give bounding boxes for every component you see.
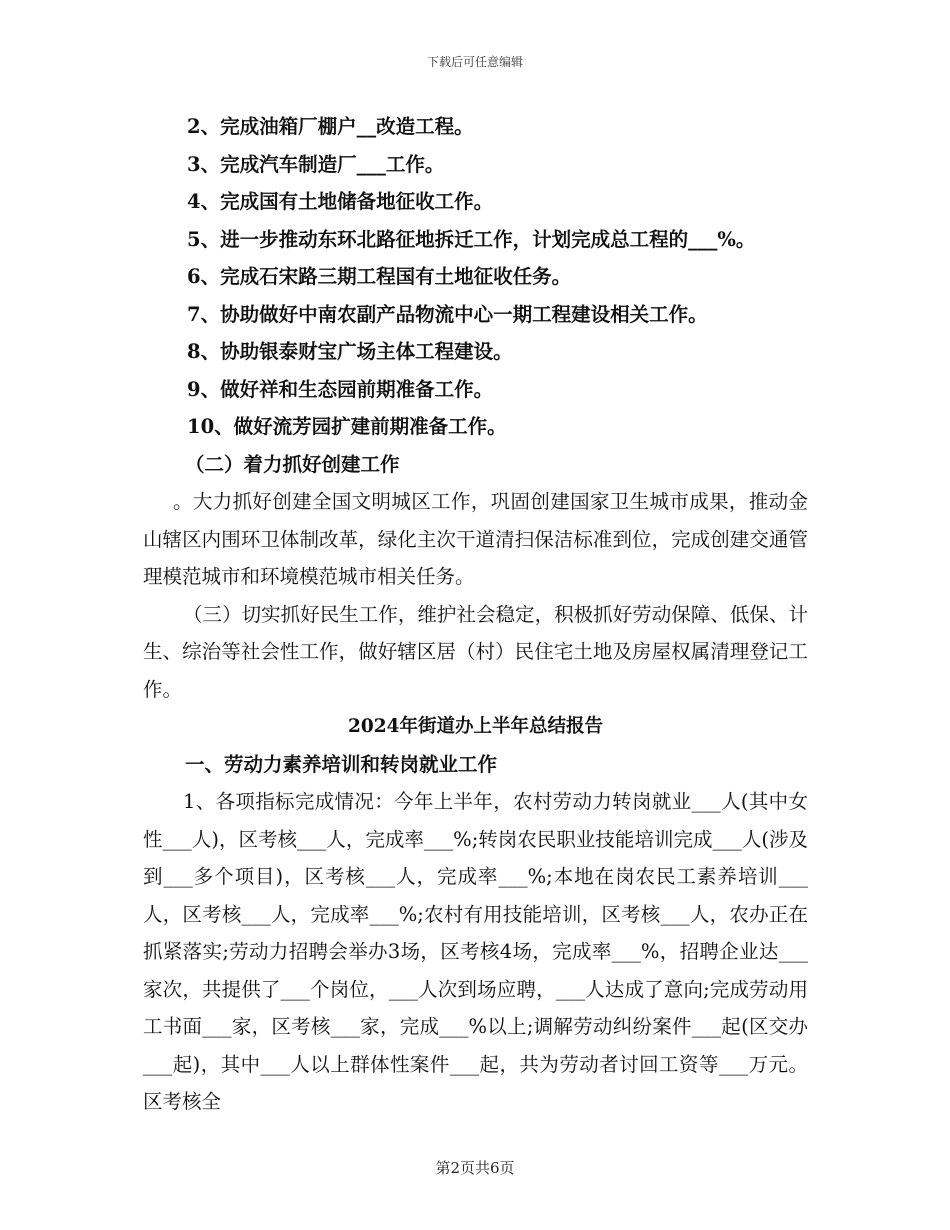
list-item: 10、做好流芳园扩建前期准备工作。 [187,415,507,438]
list-item: 8、协助银泰财宝广场主体工程建设。 [187,340,513,363]
report-paragraph: 1、各项指标完成情况：今年上半年，农村劳动力转岗就业___人(其中女性___人)，区考核___人，完成率___%;转岗农民职业技能培训完成___人(涉及到___多个项目)，区考核___人，完成率___%;本地在岗农民工素养培训___人，区考核___人，完成率___%;农村有用技能培训，区考核___人，农办正在抓紧落实;劳动力招聘会举办3场，区考核4场，完成率___%，招聘企业达___家次，共提供了___个岗位，___人次到场应聘，___人达成了意向;完成劳动用工书面___家，区考核___家，完成___%以上;调解劳动纠纷案件___起(区交办___起)，其中___人以上群体性案件___起，共为劳动者讨回工资等___万元。区考核全 [143,790,808,1113]
report-title: 2024年街道办上半年总结报告 [348,716,603,737]
list-item: 3、完成汽车制造厂___工作。 [187,152,445,176]
list-item: 5、进一步推动东环北路征地拆迁工作，计划完成总工程的___%。 [187,227,756,251]
page-header: 下载后可任意编辑 [426,55,523,69]
page-number: 第2页共6页 [435,1159,515,1177]
list-item: 9、做好祥和生态园前期准备工作。 [187,377,494,401]
section-heading: （二）着力抓好创建工作 [185,452,400,476]
report-heading: 一、劳动力素养培训和转岗就业工作 [185,752,498,776]
list-item: 2、完成油箱厂棚户__改造工程。 [187,115,474,138]
list-item: 4、完成国有土地储备地征收工作。 [187,190,494,213]
section-paragraph: 。大力抓好创建全国文明城区工作，巩固创建国家卫生城市成果，推动金山辖区内围环卫体制改革，绿化主次干道清扫保洁标准到位，完成创建交通管理模范城市和环境模范城市相关任务。 [143,490,808,588]
section-paragraph: （三）切实抓好民生工作，维护社会稳定，积极抓好劳动保障、低保、计生、综治等社会性工作，做好辖区居（村）民住宅土地及房屋权属清理登记工作。 [143,602,808,701]
document-body [143,108,808,1121]
list-item: 7、协助做好中南农副产品物流中心一期工程建设相关工作。 [187,302,708,326]
list-item: 6、完成石宋路三期工程国有土地征收任务。 [187,265,572,288]
